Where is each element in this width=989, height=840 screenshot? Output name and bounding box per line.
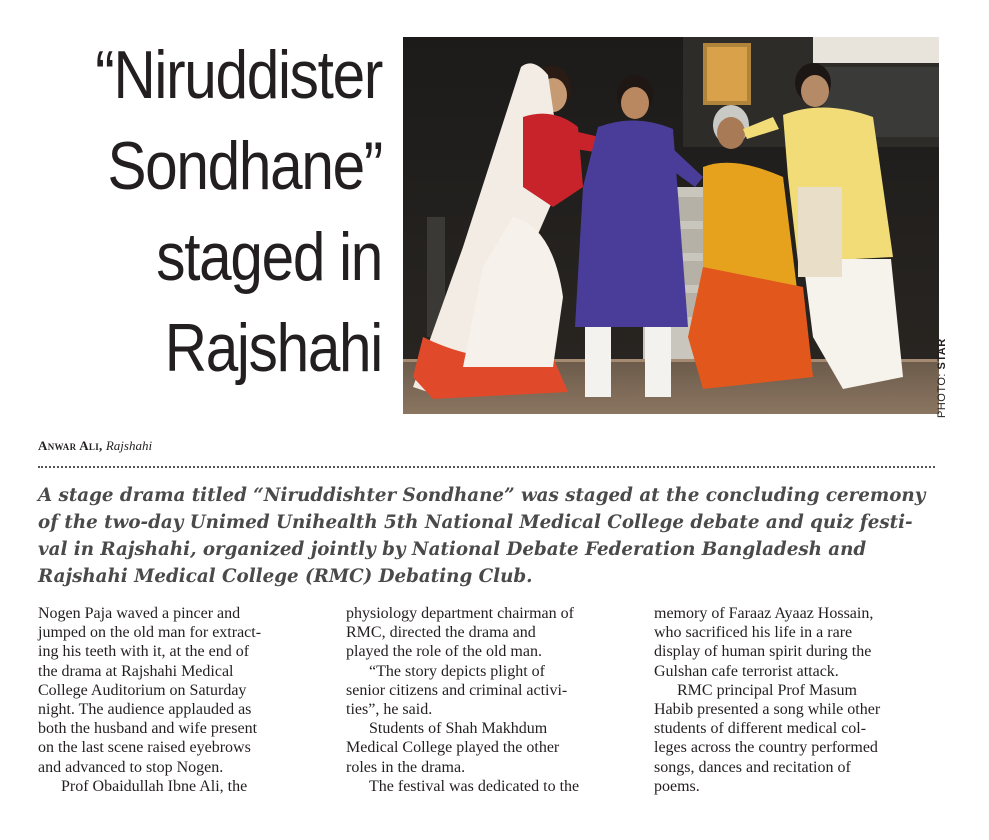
body-line: night. The audience applauded as xyxy=(38,701,252,719)
body-line: both the husband and wife present xyxy=(38,720,258,738)
intro-paragraph xyxy=(38,482,943,590)
byline-location: Rajshahi xyxy=(105,438,153,453)
body-line: ing his teeth with it, at the end of xyxy=(38,643,250,661)
body-line: senior citizens and criminal activi- xyxy=(346,681,568,699)
stage-scene-illustration xyxy=(403,37,939,414)
body-line: Students of Shah Makhdum xyxy=(369,720,548,738)
byline xyxy=(38,438,152,454)
photo-credit-prefix: PHOTO: xyxy=(936,369,948,418)
headline-line: Rajshahi xyxy=(164,310,382,386)
body-line: Medical College played the other xyxy=(346,739,560,757)
body-line: played the role of the old man. xyxy=(346,643,542,661)
body-line: physiology department chairman of xyxy=(346,605,574,622)
body-line: on the last scene raised eyebrows xyxy=(38,739,251,757)
body-line: who sacrificed his life in a rare xyxy=(654,624,853,642)
headline-line: staged in xyxy=(156,219,382,295)
body-line: Gulshan cafe terrorist attack. xyxy=(654,662,839,680)
body-line: students of different medical col- xyxy=(654,720,867,738)
body-line: poems. xyxy=(654,777,700,795)
body-line: “The story depicts plight of xyxy=(369,662,545,680)
intro-line: A stage drama titled “Niruddishter Sondhane” was staged at the concluding ceremony xyxy=(38,485,926,506)
body-line: the drama at Rajshahi Medical xyxy=(38,662,234,680)
headline-line: Sondhane” xyxy=(107,128,382,204)
body-line: songs, dances and recitation of xyxy=(654,758,851,776)
intro-line: Rajshahi Medical College (RMC) Debating Club. xyxy=(38,566,533,587)
body-line: and advanced to stop Nogen. xyxy=(38,758,224,776)
intro-line: val in Rajshahi, organized jointly by National Debate Federation Bangladesh and xyxy=(38,539,867,560)
headline xyxy=(71,30,382,394)
body-line: jumped on the old man for extract- xyxy=(38,624,262,642)
headline-line: “Niruddister xyxy=(95,37,383,113)
article-column-2 xyxy=(346,604,646,796)
stage-drama-photo xyxy=(403,37,939,414)
body-line: ties”, he said. xyxy=(346,701,433,719)
body-line: roles in the drama. xyxy=(346,758,466,776)
body-line: Prof Obaidullah Ibne Ali, the xyxy=(61,777,248,795)
dotted-divider xyxy=(38,466,935,468)
intro-line: of the two-day Unimed Unihealth 5th National Medical College debate and quiz festi- xyxy=(38,512,913,533)
body-line: College Auditorium on Saturday xyxy=(38,681,247,699)
body-line: RMC, directed the drama and xyxy=(346,624,536,642)
body-line: RMC principal Prof Masum xyxy=(677,681,857,699)
body-line: Nogen Paja waved a pincer and xyxy=(38,605,241,622)
body-line: The festival was dedicated to the xyxy=(369,777,580,795)
body-line: Habib presented a song while other xyxy=(654,701,881,719)
body-line: display of human spirit during the xyxy=(654,643,872,661)
photo-credit xyxy=(936,338,948,418)
article-column-3 xyxy=(654,604,954,796)
body-line: leges across the country performed xyxy=(654,739,878,757)
photo-credit-name: STAR xyxy=(936,338,948,370)
body-line: memory of Faraaz Ayaaz Hossain, xyxy=(654,605,874,622)
byline-author: Anwar Ali, xyxy=(38,438,103,453)
article-column-1 xyxy=(38,604,338,796)
